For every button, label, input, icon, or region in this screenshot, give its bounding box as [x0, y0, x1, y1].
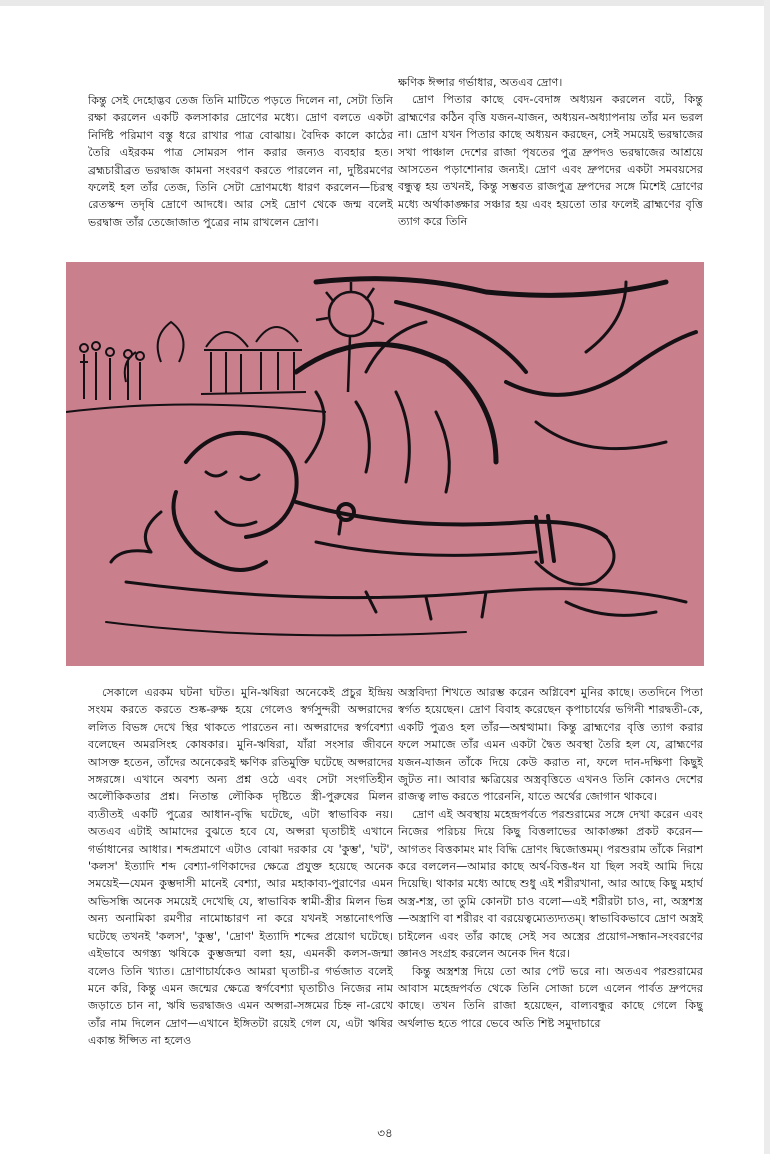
- column-bottom-right: [398, 684, 703, 1124]
- column-bottom-left: [88, 684, 393, 1124]
- paragraph: ক্ষণিক ঈপ্সার গর্ভাধার, অতএব দ্রোণ।: [398, 76, 563, 89]
- paragraph: দ্রোণ এই অবস্থায় মহেন্দ্রপর্বতে পরশুরামের সঙ্গে দেখা করেন এবং নিজের পরিচয় দিয়ে কিছু বিত্তলাভের আকাঙ্ক্ষা প্রকট করেন—আগতং বিত্তকামং মাং বিদ্ধি দ্রোণং দ্বিজোত্তমম্। পরশুরাম তাঁকে নিরাশ করে বললেন—আমার কাছে অর্থ-বিত্ত-ধন যা ছিল সবই আমি দিয়ে দিয়েছি। থাকার মধ্যে আছে শুধু এই শরীরখানা, আর আছে কিছু মহার্ঘ অস্ত্র-শস্ত্র, তা তুমি কোনটা চাও বলো—এই শরীরটা চাও, না, অস্ত্রশস্ত্র—অস্ত্রাণি বা শরীরং বা বরয়েত্বম্যেত্যদ্যতম্। স্বাভাবিকভাবে দ্রোণ অস্ত্রই চাইলেন এবং তাঁর কাছে সেই সব অস্ত্রের প্রয়োগ-সন্ধান-সংবরণের জ্ঞানও সংগ্রহ করলেন অনেক দিন ধরে।: [398, 807, 703, 961]
- reclining-sage-sketch-icon: [66, 262, 704, 666]
- paragraph: সেকালে এরকম ঘটনা ঘটত। মুনি-ঋষিরা অনেকেই প্রচুর ইন্দ্রিয় সংযম করতে করতে শুষ্ক-রুক্ষ হয়ে গেলেও স্বর্গসুন্দরী অপ্সরাদের ললিত বিভঙ্গ দেখে স্থির থাকতে পারতেন না। অপ্সরাদের স্বর্গবেশ্যা বলেছেন অমরসিংহ কোষকার। মুনি-ঋষিরা, যাঁরা সংসার জীবনে আসক্ত হতেন, তাঁদের অনেকেরই ক্ষণিক রতিমুক্তি ঘটেছে অপ্সরাদের সঙ্গরঙ্গে। এখানে অবশ্য অন্য প্রশ্ন ওঠে এবং সেটা সংগতিহীন অলৌকিকতার প্রশ্ন। নিতান্ত লৌকিক দৃষ্টিতে স্ত্রী-পুরুষের মিলন ব্যতীতই একটি পুত্রের আধান-বৃদ্ধি ঘটেছে, এটা স্বাভাবিক নয়। অতএব এটাই আমাদের বুঝতে হবে যে, অপ্সরা ঘৃতাচীই এখানে গর্ভাধানের আধার। শব্দপ্রমাণে এটাও বোঝা দরকার যে 'কুম্ভ', 'ঘট', 'কলস' ইত্যাদি শব্দ বেশ্যা-গণিকাদের ক্ষেত্রে প্রযুক্ত হয়েছে অনেক সময়েই—যেমন কুম্ভদাসী মানেই বেশ্যা, আর মহাকাব্য-পুরাণের এমন অভিসন্ধি অনেক সময়েই দেখেছি যে, স্বাভাবিক স্বামী-স্ত্রীর মিলন ভিন্ন অন্য অনামিকা রমণীর নামোচ্চারণ না করে যখনই সন্তানোৎপত্তি ঘটেছে তখনই 'কলস', 'কুম্ভ', 'দ্রোণ' ইত্যাদি শব্দের প্রয়োগ ঘটেছে। এইভাবে অগস্ত্য ঋষিকে কুম্ভজন্মা বলা হয়, এমনকী কলস-জন্মা বলেও তিনি খ্যাত। দ্রোণাচার্যকেও আমরা ঘৃতাচী-র গর্ভজাত বলেই মনে করি, কিন্তু এমন জন্মের ক্ষেত্রে স্বর্গবেশ্যা ঘৃতাচীও নিজের নাম জড়াতে চান না, ঋষি ভরদ্বাজও এমন অপ্সরা-সঙ্গমের চিহ্ন না-রেখে তাঁর নাম দিলেন দ্রোণ—এখানে ইঙ্গিতটা রয়েই গেল যে, এটা ঋষির একান্ত ঈপ্সিত না হলেও: [88, 686, 393, 1048]
- illustration: [66, 262, 704, 666]
- page-edge-right: [764, 0, 770, 1154]
- column-top-right: [398, 74, 703, 274]
- paragraph: কিন্তু সেই দেহোদ্ভব তেজ তিনি মাটিতে পড়তে দিলেন না, সেটা তিনি রক্ষা করলেন একটি কলসাকার দ্রোণের মধ্যে। দ্রোণ বলতে একটা নির্দিষ্ট পরিমাণ বস্তু ধরে রাখার পাত্র বোঝায়। বৈদিক কালে কাঠের তৈরি এইরকম পাত্র সোমরস পান করার জন্যও ব্যবহার হত। ব্রহ্মচারীব্রত ভরদ্বাজ কামনা সংবরণ করতে পারলেন না, দুষ্টিরমণের ফলেই হল তাঁর তেজ, তিনি সেটা দ্রোণমধ্যে ধারণ করলেন—চিরস্থ রেতস্কন্দ তদৃষি দ্রোণে আদধে। আর সেই দ্রোণ থেকে জন্ম বলেই ভরদ্বাজ তাঁর তেজোজাত পুত্রের নাম রাখলেন দ্রোণ।: [88, 94, 393, 229]
- illustration-background: [66, 262, 704, 666]
- paragraph: অস্ত্রবিদ্যা শিখতে আরম্ভ করেন অগ্নিবেশ মুনির কাছে। ততদিনে পিতা স্বর্গত হয়েছেন। দ্রোণ বিবাহ করেছেন কৃপাচার্যের ভগিনী শারদ্বতী-কে, একটি পুত্রও হল তাঁর—অশ্বত্থামা। কিন্তু ব্রাহ্মণের বৃত্তি ত্যাগ করার ফলে সমাজে তাঁর এমন একটা দ্বৈত অবস্থা তৈরি হল যে, ব্রাহ্মণের যজন-যাজন তাঁকে দিয়ে কেউ করাত না, ফলে দান-দক্ষিণা কিছুই জুটত না। আবার ক্ষত্রিয়ের অস্ত্রবৃত্তিতে এখনও তিনি কোনও দেশের রাজত্ব লাভ করতে পারেননি, যাতে অর্থের জোগান থাকবে।: [398, 686, 703, 804]
- paragraph: দ্রোণ পিতার কাছে বেদ-বেদাঙ্গ অধ্যয়ন করলেন বটে, কিন্তু ব্রাহ্মণের কঠিন বৃত্তি যজন-যাজন, অধ্যয়ন-অধ্যাপনায় তাঁর মন ভরল না। দ্রোণ যখন পিতার কাছে অধ্যয়ন করছেন, সেই সময়েই ভরদ্বাজের সখা পাঞ্চাল দেশের রাজা পৃষতের পুত্র দ্রুপদও ভরদ্বাজের আশ্রয়ে আসতেন পড়াশোনার জন্যই। দ্রোণ এবং দ্রুপদের একটা সমবয়সের বন্ধুত্ব হয় তখনই, কিন্তু সম্ভবত রাজপুত্র দ্রুপদের সঙ্গে মিশেই দ্রোণের মধ্যে অর্থাকাঙ্ক্ষার সঞ্চার হয় এবং হয়তো তার ফলেই ব্রাহ্মণের বৃত্তি ত্যাগ করে তিনি: [398, 93, 703, 229]
- page-edge-top: [0, 0, 770, 6]
- page-number: ৩৪: [377, 1126, 393, 1140]
- paragraph: কিন্তু অস্ত্রশস্ত্র দিয়ে তো আর পেট ভরে না। অতএব পরশুরামের আবাস মহেন্দ্রপর্বত থেকে তিনি সোজা চলে এলেন পার্বত দ্রুপদের কাছে। তখন তিনি রাজা হয়েছেন, বাল্যবন্ধুর কাছে গেলে কিছু অর্থলাভ হতে পারে ভেবে অতি শিষ্ট সমুদাচারে: [398, 964, 703, 1030]
- column-top-left: [88, 92, 393, 256]
